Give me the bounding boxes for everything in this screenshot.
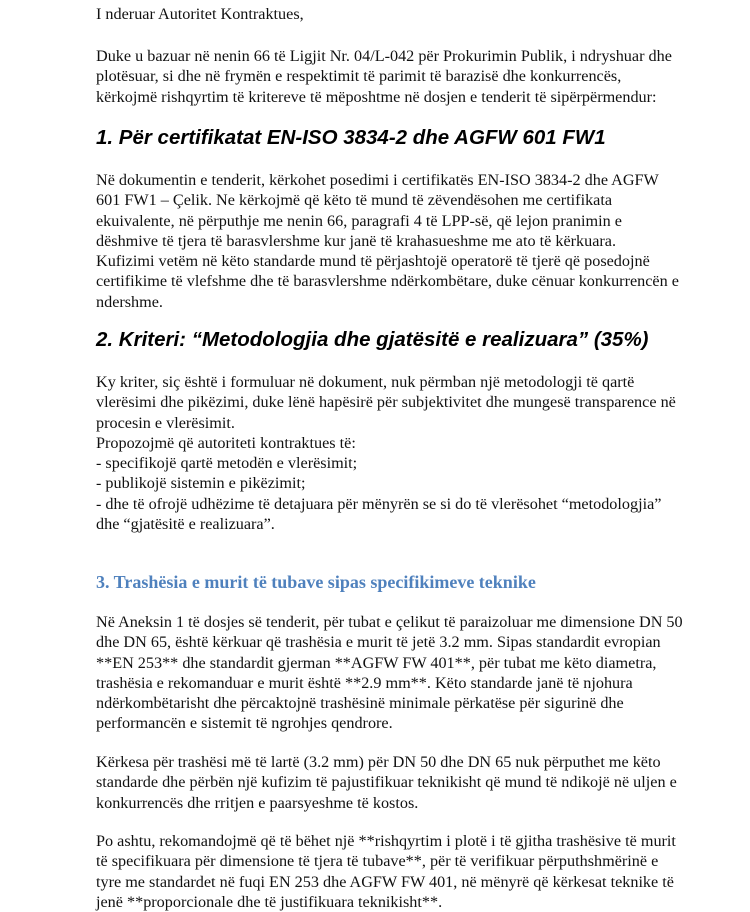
list-item: - dhe të ofrojë udhëzime të detajuara për mënyrën se si do të vlerësohet “metodologjia” xyxy=(96,494,662,513)
text-line: Kufizimi vetëm në këto standarde mund të përjashtojë operatorë të tjerë që posedojnë xyxy=(96,252,650,271)
section-2-heading: 2. Kriteri: “Metodologjia dhe gjatësitë e realizuara” (35%) xyxy=(96,328,649,351)
intro-paragraph xyxy=(96,46,672,107)
text-line: Në Aneksin 1 të dosjes së tenderit, për tubat e çelikut të paraizoluar me dimensione DN 50 xyxy=(96,613,683,631)
text-line: Po ashtu, rekomandojmë që të bëhet një **rishqyrtim i plotë i të gjitha trashësive të murit xyxy=(96,832,676,850)
text-line: plotësuar, si dhe në frymën e respektimit të parimit të barazisë dhe konkurrencës, xyxy=(96,67,622,86)
text-line: standarde dhe përbën një kufizim të pajustifikuar teknikisht që mund të ndikojë në uljen e xyxy=(96,773,677,792)
text-line: **EN 253** dhe standardit gjerman **AGFW FW 401**, për tubat me këto diametra, xyxy=(96,653,657,672)
text-line: Duke u bazuar në nenin 66 të Ligjit Nr. 04/L-042 për Prokurimin Publik, i ndryshuar dhe xyxy=(96,47,672,65)
text-line: konkurrencës dhe rritjen e paarsyeshme të kostos. xyxy=(96,793,419,812)
text-line: dëshmive të tjera të barasvlershme kur janë të krahasueshme me ato të kërkuara. xyxy=(96,231,617,250)
section-3-paragraph-1 xyxy=(96,612,683,734)
section-2-paragraph xyxy=(96,372,676,534)
section-3-heading: 3. Trashësia e murit të tubave sipas specifikimeve teknike xyxy=(96,572,536,592)
text-line: certifikime të vlefshme dhe të barasvlershme ndërkombëtare, duke cënuar konkurrencën e xyxy=(96,272,679,291)
section-1-heading: 1. Për certifikatat EN-ISO 3834-2 dhe AGFW 601 FW1 xyxy=(96,126,606,149)
text-line: performancën e sistemit të ngrohjes qendrore. xyxy=(96,714,393,733)
list-item: - publikojë sistemin e pikëzimit; xyxy=(96,474,306,493)
text-line: dhe “gjatësitë e realizuara”. xyxy=(96,515,275,534)
text-line: tyre me standardet në fuqi EN 253 dhe AGFW FW 401, në mënyrë që kërkesat teknike të xyxy=(96,872,674,891)
list-item: - specifikojë qartë metodën e vlerësimit; xyxy=(96,454,358,473)
text-line: të specifikuara për dimensione të tjera të tubave**, për të verifikuar përputhshmërinë e xyxy=(96,852,659,871)
text-line: Propozojmë që autoriteti kontraktues të: xyxy=(96,433,356,452)
section-1-paragraph xyxy=(96,170,679,312)
text-line: jenë **proporcionale dhe të justifikuara teknikisht**. xyxy=(96,892,443,911)
text-line: Në dokumentin e tenderit, kërkohet posedimi i certifikatës EN-ISO 3834-2 dhe AGFW xyxy=(96,171,659,189)
text-line: ndërkombëtarisht dhe përcaktojnë trashësinë minimale përkatëse për sigurinë dhe xyxy=(96,694,624,713)
text-line: Kërkesa për trashësi më të lartë (3.2 mm) për DN 50 dhe DN 65 nuk përputhet me këto xyxy=(96,753,661,771)
greeting-line: I nderuar Autoritet Kontraktues, xyxy=(96,5,304,23)
text-line: trashësia e rekomanduar e murit është **2.9 mm**. Këto standarde janë të njohura xyxy=(96,673,633,692)
text-line: procesin e vlerësimit. xyxy=(96,413,235,432)
text-line: ndershme. xyxy=(96,292,163,311)
text-line: dhe DN 65, është kërkuar që trashësia e murit të jetë 3.2 mm. Sipas standardit evropian xyxy=(96,633,661,652)
text-line: vlerësimi dhe pikëzimi, duke lënë hapësirë për subjektivitet dhe mungesë transparence në xyxy=(96,393,676,412)
section-3-paragraph-3 xyxy=(96,831,676,912)
greeting xyxy=(96,4,304,24)
text-line: ekuivalente, në përputhje me nenin 66, paragrafi 4 të LPP-së, që lejon pranimin e xyxy=(96,211,622,230)
text-line: Ky kriter, siç është i formuluar në dokument, nuk përmban një metodologji të qartë xyxy=(96,373,635,391)
text-line: 601 FW1 – Çelik. Ne kërkojmë që këto të mund të zëvendësohen me certifikata xyxy=(96,191,613,210)
section-3-paragraph-2 xyxy=(96,752,677,813)
text-line: kërkojmë rishqyrtim të kritereve të mëposhtme në dosjen e tenderit të sipërpërmendur: xyxy=(96,87,657,106)
